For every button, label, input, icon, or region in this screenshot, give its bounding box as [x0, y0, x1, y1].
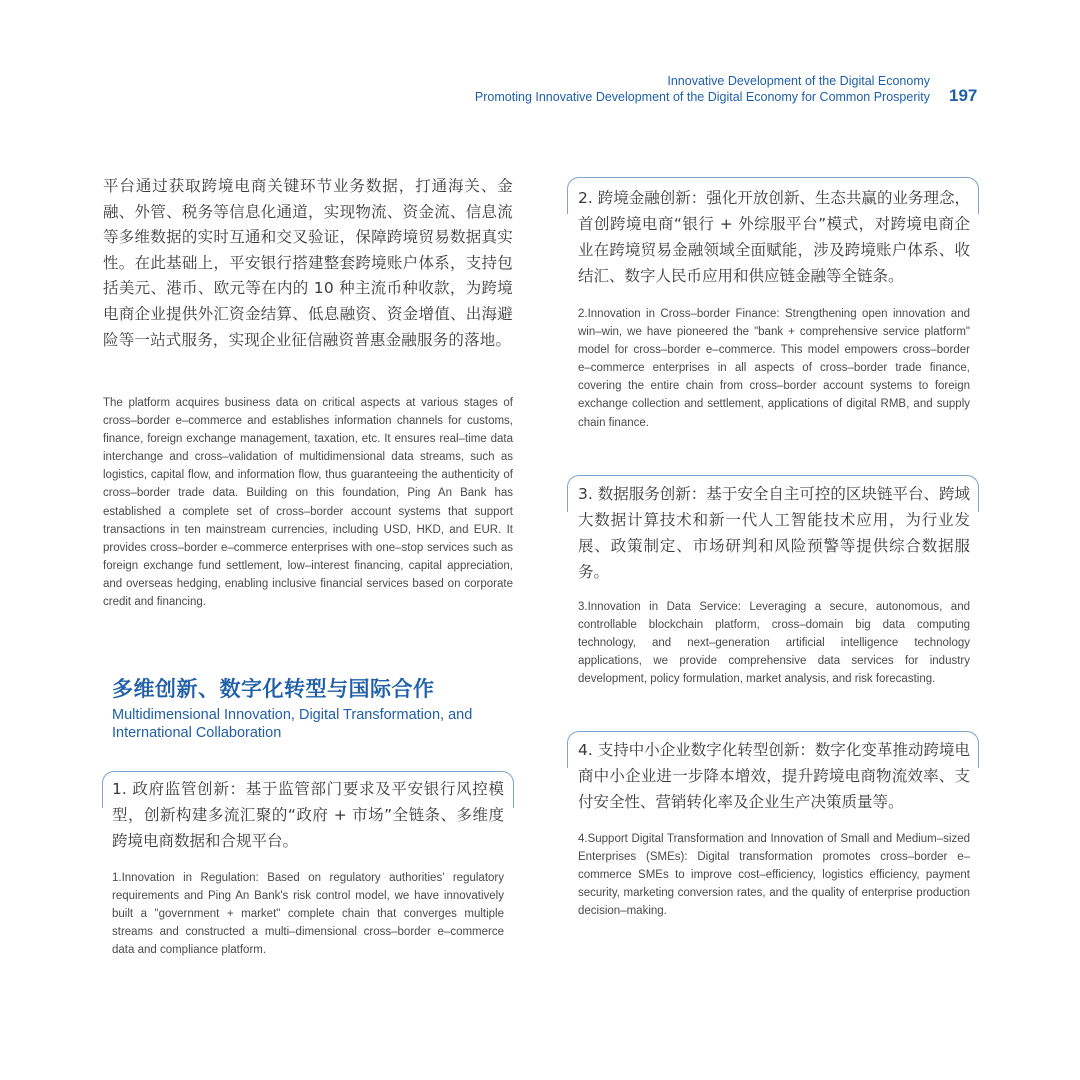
left-en-paragraph: The platform acquires business data on critical aspects at various stages of cross–border e–commerce and establishes information channels for customs, finance, foreign exchange management, taxation, etc. It ensures real–time data interchange and cross–validation of multidimensional data streams, such as logistics, capital flow, and information flow, thus guaranteeing the authenticity of cross–border trade data. Building on this foundation, Ping An Bank has established a complete set of cross–border account systems that support transactions in ten mainstream currencies, including USD, HKD, and EUR. It provides cross–border e–commerce enterprises with one–stop services such as foreign exchange fund settlement, low–interest financing, capital appreciation, and overseas hedging, enabling inclusive financial services based on corporate credit and financing. [103, 397, 513, 609]
item4-en: 4.Support Digital Transformation and Innovation of Small and Medium–sized Enterprises (SMEs): Digital transformation promotes cross–border e–commerce SMEs to improve cost–efficiency, logistics efficiency, payment security, marketing conversion rates, and the quality of enterprise production decision–making. [578, 833, 970, 918]
page-number: 197 [949, 86, 978, 105]
item3-cn: 3. 数据服务创新：基于安全自主可控的区块链平台、跨域大数据计算技术和新一代人工智能技术应用，为行业发展、政策制定、市场研判和风险预警等提供综合数据服务。 [578, 485, 970, 581]
item2-en: 2.Innovation in Cross–border Finance: Strengthening open innovation and win–win, we have pioneered the "bank + comprehensive service platform" model for cross–border e–commerce. This model empowers cross–border e–commerce enterprises in all aspects of cross–border trade finance, covering the entire chain from cross–border account systems to foreign exchange collection and settlement, applications of digital RMB, and supply chain finance. [578, 308, 970, 429]
section-title-cn: 多维创新、数字化转型与国际合作 [112, 677, 435, 701]
left-cn-paragraph: 平台通过获取跨境电商关键环节业务数据，打通海关、金融、外管、税务等信息化通道，实现物流、资金流、信息流等多维数据的实时互通和交叉验证，保障跨境贸易数据真实性。在此基础上，平安银行搭建整套跨境账户体系，支持包括美元、港币、欧元等在内的 10 种主流币种收款，为跨境电商企业提供外汇资金结算、低息融资、资金增值、出海避险等一站式服务，实现企业征信融资普惠金融服务的落地。 [103, 177, 513, 349]
item1-en: 1.Innovation in Regulation: Based on regulatory authorities' regulatory requirements and Ping An Bank's risk control model, we have innovatively built a "government + market" complete chain that converges multiple streams and constructed a multi–dimensional cross–border e–commerce data and compliance platform. [112, 872, 504, 957]
section-title-en: Multidimensional Innovation, Digital Transformation, and International Collaboration [112, 707, 473, 741]
header-book-title: Promoting Innovative Development of the Digital Economy for Common Prosperity [474, 90, 930, 104]
running-header [475, 73, 930, 105]
item1-cn: 1. 政府监管创新：基于监管部门要求及平安银行风控模型，创新构建多流汇聚的“政府 + 市场”全链条、多维度跨境电商数据和合规平台。 [112, 780, 504, 850]
item3-en: 3.Innovation in Data Service: Leveraging a secure, autonomous, and controllable blockchain platform, cross–domain big data computing technology, and next–generation artificial intelligence technology applications, we provide comprehensive data services for industry development, policy formulation, market analysis, and risk forecasting. [578, 601, 970, 686]
item2-cn: 2. 跨境金融创新：强化开放创新、生态共赢的业务理念，首创跨境电商“银行 + 外综服平台”模式，对跨境电商企业在跨境贸易金融领域全面赋能，涉及跨境账户体系、收结汇、数字人民币应用和供应链金融等全链条。 [578, 189, 970, 285]
header-chapter-title: Innovative Development of the Digital Economy [667, 74, 930, 88]
item4-cn: 4. 支持中小企业数字化转型创新：数字化变革推动跨境电商中小企业进一步降本增效，提升跨境电商物流效率、支付安全性、营销转化率及企业生产决策质量等。 [578, 741, 970, 811]
